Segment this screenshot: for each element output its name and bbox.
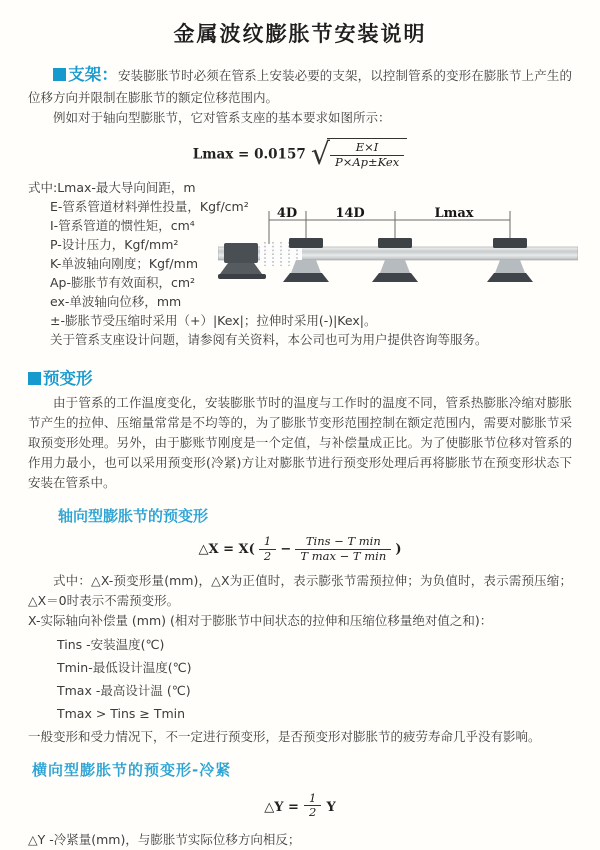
radical-icon: √ xyxy=(310,136,330,172)
temp-item: Tins -安装温度(℃) xyxy=(57,636,165,652)
blue-square-icon xyxy=(53,68,66,81)
temp-item: Tmax -最高设计温 (℃) xyxy=(57,682,191,698)
axial-formula-lhs: △X = X( xyxy=(198,541,255,557)
predeform-paragraph: 由于管系的工作温度变化，安装膨胀节时的温度与工作时的温度不同，管系热膨胀冷缩对膨胀节产生的拉伸、压缩量常常是不均等的，为了膨胀节变形范围控制在额定范围内，需要对膨胀节采取预变形处理。另外，由于膨账节刚度是一个定值，与补偿量成正比。为了使膨胀节位移对管系的作用力最小，也可以采用预变形(冷紧)方让对膨胀节进行预变形处理后再将膨胀节在预变形状态下安装在管系中。 xyxy=(28,394,572,490)
dim-label-lmax: Lmax xyxy=(434,205,474,221)
temperature-definitions xyxy=(28,635,572,723)
lateral-frac-den: 2 xyxy=(309,805,317,820)
definition-item-service: 关于管系支座设计问题，请参阅有关资料，本公司也可为用户提供咨询等服务。 xyxy=(50,331,488,347)
lmax-formula-denominator: P×Ap±Kex xyxy=(334,155,400,170)
definition-item: E-管系管道材料弹性投量，Kgf/cm² xyxy=(50,198,249,214)
definitions-block xyxy=(28,178,572,349)
temp-item: Tmin-最低设计温度(℃) xyxy=(57,659,192,675)
support-intro-paragraph xyxy=(28,62,572,108)
temp-item: Tmax > Tins ≥ Tmin xyxy=(57,705,186,721)
section-predeform-header xyxy=(28,365,572,389)
definition-item: ex-单波轴向位移，mm xyxy=(50,293,182,309)
section-support-header xyxy=(53,65,118,84)
axial-formula-minus: − xyxy=(280,541,292,557)
lmax-formula-numerator: E×I xyxy=(330,141,404,156)
axial-x-definition: X-实际轴向补偿量 (mm) (相对于膨胀节中间状态的拉伸和压缩位移量绝对值之和)： xyxy=(28,612,493,628)
axial-subheading: 轴向型膨胀节的预变形 xyxy=(58,506,209,525)
definition-item: K-单波轴向刚度；Kgf/mm xyxy=(50,255,198,271)
definition-item: 式中:Lmax-最大导向间距，m xyxy=(28,179,196,195)
axial-frac2-den: T max − T min xyxy=(300,548,387,563)
lateral-formula-rhs: Y xyxy=(326,799,336,815)
sqrt-radical xyxy=(311,138,407,170)
lateral-frac-num: 1 xyxy=(304,792,321,807)
axial-frac2-num: Tins − T min xyxy=(295,535,391,550)
dim-label-4d: 4D xyxy=(276,205,298,221)
pipe-support-diagram xyxy=(218,206,578,306)
definition-item: P-设计压力，Kgf/mm² xyxy=(50,236,179,252)
blue-square-icon xyxy=(28,372,41,385)
section-support-label: 支架： xyxy=(68,65,118,84)
axial-formula-rhs: ) xyxy=(395,541,402,557)
lateral-subheading: 横向型膨胀节的预变形-冷紧 xyxy=(32,760,232,779)
section-predeform-label: 预变形 xyxy=(43,368,93,388)
support-example-line: 例如对于轴向型膨胀节，它对管系支座的基本要求如图所示： xyxy=(53,110,391,126)
support-intro-text: 安装膨胀节时必须在管系上安装必要的支架，以控制管系的变形在膨胀节上产生的位移方向并限制在膨胀节的额定位移范围内。 xyxy=(28,68,572,106)
lmax-formula xyxy=(28,138,572,170)
axial-where-paragraph: 式中：△X-预变形量(mm)，△X为正值时，表示膨张节需预拉伸；为负值时，表示需预压缩；△X＝0时表示不需预变形。 xyxy=(28,572,572,608)
lateral-note: △Y -冷紧量(mm)，与膨胀节实际位移方向相反； xyxy=(28,832,301,848)
lmax-formula-lhs: Lmax = 0.0157 xyxy=(192,146,306,163)
dim-label-14d: 14D xyxy=(335,205,365,221)
lateral-formula-lhs: △Y = xyxy=(264,799,299,815)
definition-item: Ap-膨胀节有效面积，cm² xyxy=(50,274,196,290)
page-title: 金属波纹膨胀节安装说明 xyxy=(173,22,427,46)
lateral-formula xyxy=(28,792,572,821)
axial-frac1-num: 1 xyxy=(259,535,276,550)
axial-formula xyxy=(28,535,572,564)
definition-item-pm: ±-膨胀节受压缩时采用（+）|Kex|；拉伸时采用(-)|Kex|。 xyxy=(50,312,377,328)
definition-item: I-管系管道的惯性矩，cm⁴ xyxy=(50,217,195,233)
axial-frac1-den: 2 xyxy=(263,548,272,563)
axial-note: 一般变形和受力情况下，不一定进行预变形，是否预变形对膨胀节的疲劳寿命几乎没有影响。 xyxy=(28,728,541,744)
